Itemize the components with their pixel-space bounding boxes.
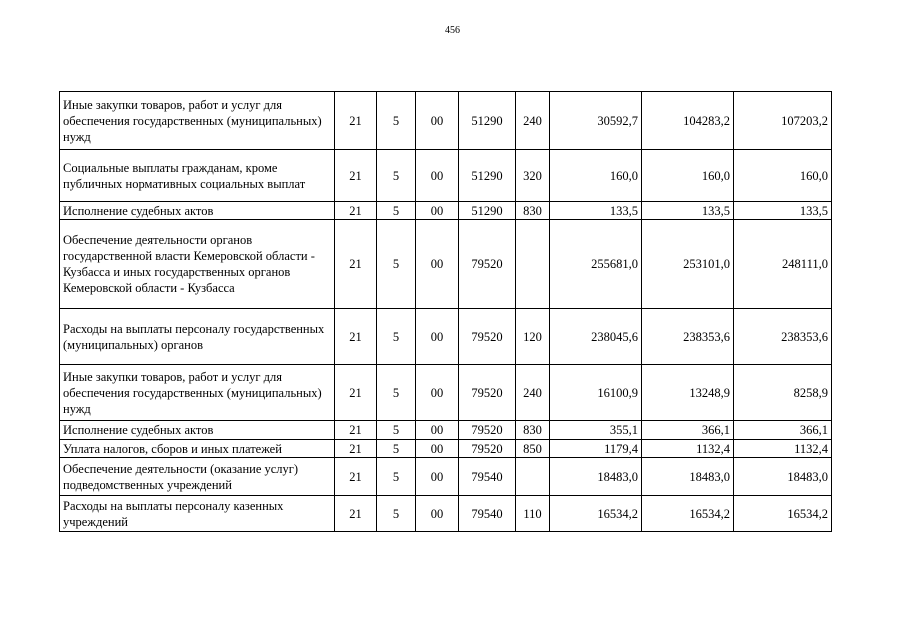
row-code-5: 240 (516, 365, 550, 421)
row-value-2: 13248,9 (642, 365, 734, 421)
row-code-3: 00 (416, 458, 459, 496)
row-code-4: 79520 (459, 365, 516, 421)
row-value-1: 1179,4 (550, 440, 642, 458)
row-name: Социальные выплаты гражданам, кроме публичных нормативных социальных выплат (60, 150, 335, 202)
row-code-1: 21 (335, 458, 377, 496)
table-row (60, 150, 832, 202)
row-code-3: 00 (416, 202, 459, 220)
row-value-3: 238353,6 (734, 309, 832, 365)
row-name: Обеспечение деятельности органов государственной власти Кемеровской области - Кузбасса и иных государственных органов Кемеровской области - Кузбасса (60, 220, 335, 309)
row-value-1: 30592,7 (550, 92, 642, 150)
row-value-2: 133,5 (642, 202, 734, 220)
row-value-1: 133,5 (550, 202, 642, 220)
row-code-5: 850 (516, 440, 550, 458)
row-code-3: 00 (416, 440, 459, 458)
row-code-5: 830 (516, 421, 550, 440)
row-code-4: 51290 (459, 202, 516, 220)
row-code-3: 00 (416, 220, 459, 309)
table-row (60, 421, 832, 440)
row-code-4: 79520 (459, 309, 516, 365)
row-value-1: 238045,6 (550, 309, 642, 365)
row-code-5: 320 (516, 150, 550, 202)
row-name: Исполнение судебных актов (60, 202, 335, 220)
row-code-1: 21 (335, 92, 377, 150)
row-value-3: 160,0 (734, 150, 832, 202)
row-value-2: 253101,0 (642, 220, 734, 309)
row-value-3: 1132,4 (734, 440, 832, 458)
row-code-2: 5 (377, 421, 416, 440)
row-value-2: 366,1 (642, 421, 734, 440)
row-code-3: 00 (416, 365, 459, 421)
row-code-2: 5 (377, 496, 416, 532)
row-code-2: 5 (377, 458, 416, 496)
budget-table (59, 91, 832, 532)
row-code-1: 21 (335, 220, 377, 309)
row-value-2: 18483,0 (642, 458, 734, 496)
row-value-1: 255681,0 (550, 220, 642, 309)
row-value-1: 18483,0 (550, 458, 642, 496)
row-name: Обеспечение деятельности (оказание услуг) подведомственных учреждений (60, 458, 335, 496)
row-code-4: 79540 (459, 496, 516, 532)
row-code-4: 79520 (459, 440, 516, 458)
table-row (60, 202, 832, 220)
row-code-5: 830 (516, 202, 550, 220)
row-value-2: 160,0 (642, 150, 734, 202)
row-code-2: 5 (377, 220, 416, 309)
row-code-2: 5 (377, 365, 416, 421)
row-code-4: 79520 (459, 421, 516, 440)
row-code-1: 21 (335, 202, 377, 220)
row-value-3: 248111,0 (734, 220, 832, 309)
row-code-3: 00 (416, 92, 459, 150)
row-code-5 (516, 220, 550, 309)
table-row (60, 458, 832, 496)
row-code-4: 79540 (459, 458, 516, 496)
table-row (60, 92, 832, 150)
row-code-2: 5 (377, 309, 416, 365)
row-code-5: 240 (516, 92, 550, 150)
row-value-3: 8258,9 (734, 365, 832, 421)
row-code-2: 5 (377, 150, 416, 202)
row-code-5 (516, 458, 550, 496)
row-code-3: 00 (416, 309, 459, 365)
row-code-4: 51290 (459, 92, 516, 150)
row-value-2: 16534,2 (642, 496, 734, 532)
table-row (60, 220, 832, 309)
row-name: Исполнение судебных актов (60, 421, 335, 440)
row-value-3: 366,1 (734, 421, 832, 440)
row-code-4: 51290 (459, 150, 516, 202)
row-value-1: 16100,9 (550, 365, 642, 421)
row-value-3: 16534,2 (734, 496, 832, 532)
row-code-1: 21 (335, 440, 377, 458)
row-name: Иные закупки товаров, работ и услуг для обеспечения государственных (муниципальных) нужд (60, 365, 335, 421)
row-code-2: 5 (377, 92, 416, 150)
table-row (60, 496, 832, 532)
row-code-3: 00 (416, 496, 459, 532)
row-code-1: 21 (335, 365, 377, 421)
row-name: Иные закупки товаров, работ и услуг для обеспечения государственных (муниципальных) нужд (60, 92, 335, 150)
row-code-1: 21 (335, 421, 377, 440)
table-row (60, 309, 832, 365)
row-code-1: 21 (335, 496, 377, 532)
row-code-5: 110 (516, 496, 550, 532)
row-value-1: 160,0 (550, 150, 642, 202)
row-value-2: 1132,4 (642, 440, 734, 458)
row-code-1: 21 (335, 309, 377, 365)
row-value-1: 16534,2 (550, 496, 642, 532)
row-value-1: 355,1 (550, 421, 642, 440)
row-name: Расходы на выплаты персоналу казенных учреждений (60, 496, 335, 532)
row-name: Уплата налогов, сборов и иных платежей (60, 440, 335, 458)
row-code-3: 00 (416, 421, 459, 440)
row-code-2: 5 (377, 202, 416, 220)
row-value-3: 18483,0 (734, 458, 832, 496)
row-code-4: 79520 (459, 220, 516, 309)
row-value-3: 133,5 (734, 202, 832, 220)
row-name: Расходы на выплаты персоналу государственных (муниципальных) органов (60, 309, 335, 365)
page-number: 456 (445, 25, 460, 36)
row-value-2: 104283,2 (642, 92, 734, 150)
row-code-2: 5 (377, 440, 416, 458)
row-value-2: 238353,6 (642, 309, 734, 365)
row-code-5: 120 (516, 309, 550, 365)
row-value-3: 107203,2 (734, 92, 832, 150)
row-code-3: 00 (416, 150, 459, 202)
table-row (60, 365, 832, 421)
table-row (60, 440, 832, 458)
row-code-1: 21 (335, 150, 377, 202)
